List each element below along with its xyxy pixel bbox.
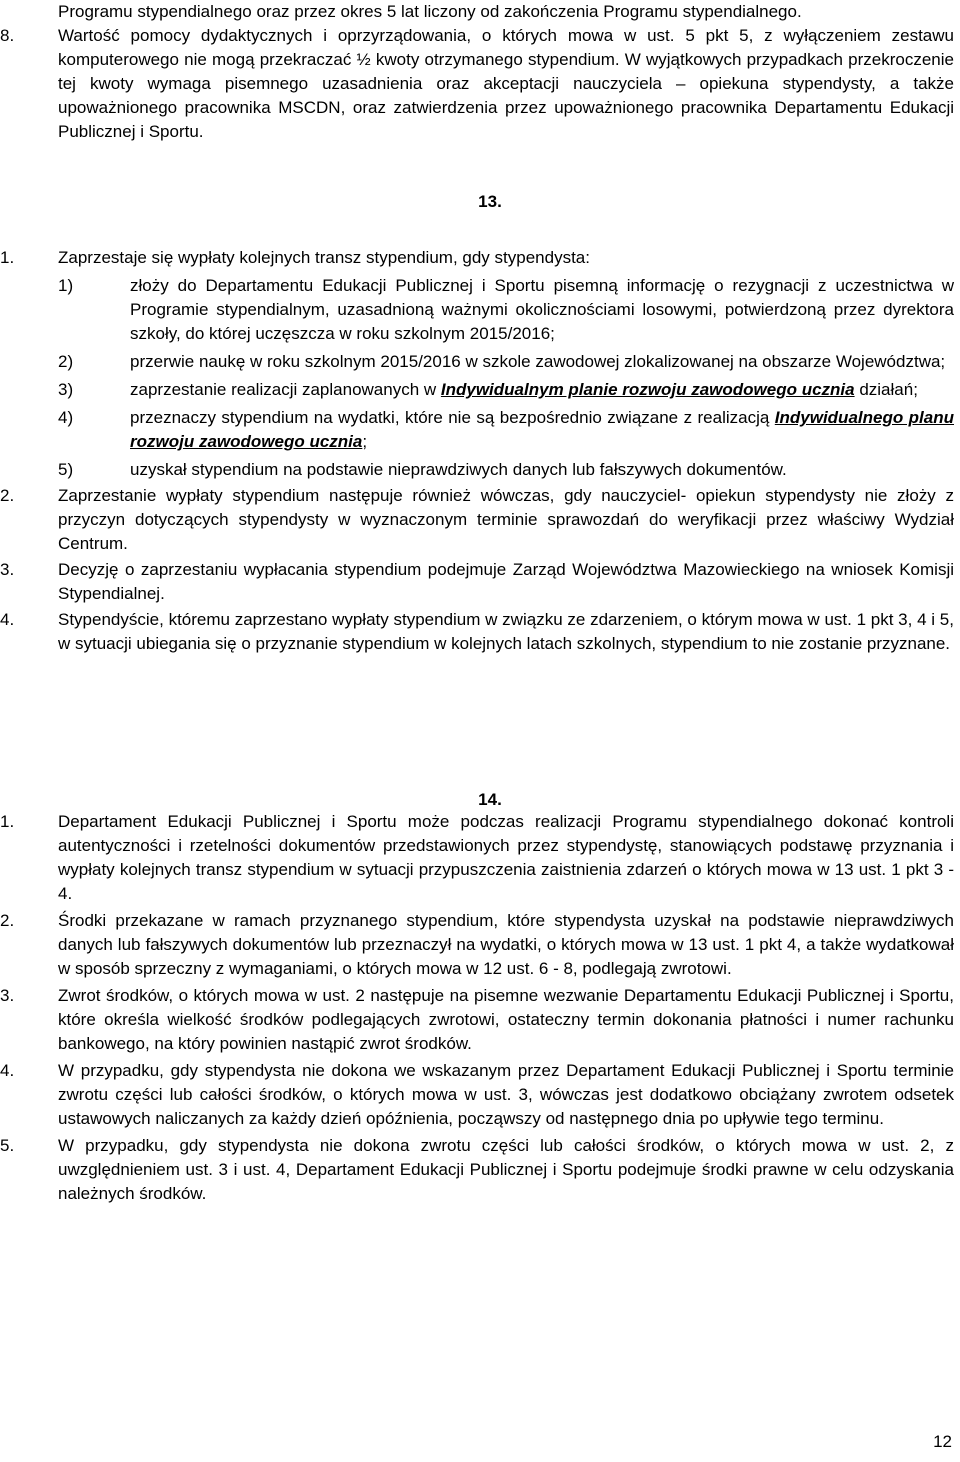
section-13-body — [0, 246, 960, 656]
item-number: 8. — [0, 26, 15, 45]
item-number: 5. — [0, 1136, 15, 1155]
emphasized-title: Indywidualnym planie rozwoju zawodowego ucznia — [440, 380, 855, 399]
item-text: Środki przekazane w ramach przyznanego stypendium, które stypendysta uzyskał na podstawie nieprawdziwych danych lub fałszywych dokumentów lub przeznaczył na wydatki, o których mowa w 13 ust. 1 pkt 4, a także wydatkował w sposób sprzeczny z wymaganiami, o których mowa w 12 ust. 6 - 8, podlegają zwrotowi. — [58, 911, 954, 978]
sub-item — [0, 458, 960, 482]
sub-item — [0, 406, 960, 454]
list-item — [0, 1134, 960, 1206]
sub-item-number: 2) — [58, 352, 74, 371]
sub-item — [0, 274, 960, 346]
item-text: Zwrot środków, o których mowa w ust. 2 następuje na pisemne wezwanie Departamentu Edukacji Publicznej i Sportu, które określa wielkość środków podlegających zwrotowi, ostateczny termin dokonania płatności i numer rachunku bankowego, na który powinien nastąpić zwrot środków. — [58, 986, 954, 1053]
item-text: Stypendyście, któremu zaprzestano wypłaty stypendium w związku ze zdarzeniem, o którym mowa w ust. 1 pkt 3, 4 i 5, w sytuacji ubiegania się o przyznanie stypendium w kolejnych latach szkolnych, stypendium to nie zostanie przyznane. — [58, 610, 954, 653]
list-item — [0, 484, 960, 556]
item-text: W przypadku, gdy stypendysta nie dokona we wskazanym przez Departament Edukacji Publicznej i Sportu terminie zwrotu części lub całości środków, o których mowa w ust. 3, wówczas jest dodatkowo obciążany zwrotem odsetek ustawowych naliczanych za każdy dzień opóźnienia, począwszy od następnego dnia po upływie tego terminu. — [58, 1061, 954, 1128]
sub-item-number: 4) — [58, 408, 74, 427]
sub-item-number: 5) — [58, 460, 74, 479]
item-number: 1. — [0, 248, 15, 267]
item-text: Zaprzestanie wypłaty stypendium następuje również wówczas, gdy nauczyciel- opiekun stypendysty nie złoży z przyczyn dotyczących stypendysty w wyznaczonym terminie sprawozdań do weryfikacji przez właściwy Wydział Centrum. — [58, 486, 954, 553]
item-text: Departament Edukacji Publicznej i Sportu może podczas realizacji Programu stypendialnego dokonać kontroli autentyczności i rzetelności dokumentów przedstawionych przez stypendystę, stanowiących podstawę przyznania i wypłaty kolejnych transz stypendium w sytuacji przypuszczenia zaistnienia zdarzeń o których mowa w 13 ust. 1 pkt 3 - 4. — [58, 812, 954, 903]
sub-item-number: 1) — [58, 276, 74, 295]
sub-item-text: zaprzestanie realizacji zaplanowanych w Indywidualnym planie rozwoju zawodowego ucznia działań; — [130, 380, 918, 399]
sub-item-text: przeznaczy stypendium na wydatki, które nie są bezpośrednio związane z realizacją Indywidualnego planu rozwoju zawodowego ucznia; — [130, 408, 954, 451]
item-number: 1. — [0, 812, 15, 831]
section-heading-14: 14. — [478, 790, 502, 809]
page-number: 12 — [933, 1432, 952, 1451]
list-item-8 — [0, 24, 960, 144]
section-heading-13: 13. — [478, 192, 502, 211]
list-item — [0, 810, 960, 906]
list-item — [0, 558, 960, 606]
item-number: 2. — [0, 911, 15, 930]
list-item — [0, 909, 960, 981]
list-item — [0, 984, 960, 1056]
emphasized-title: Indywidualnego planu rozwoju zawodowego ucznia — [130, 408, 954, 451]
item-text: W przypadku, gdy stypendysta nie dokona zwrotu części lub całości środków, o których mowa w ust. 2, z uwzględnieniem ust. 3 i ust. 4, Departament Edukacji Publicznej i Sportu podejmuje środki prawne w celu odzyskania należnych środków. — [58, 1136, 954, 1203]
item-text: Zaprzestaje się wypłaty kolejnych transz stypendium, gdy stypendysta: — [58, 248, 590, 267]
item-number: 4. — [0, 610, 15, 629]
list-item — [0, 608, 960, 656]
item-text: Wartość pomocy dydaktycznych i oprzyrządowania, o których mowa w ust. 5 pkt 5, z wyłączeniem zestawu komputerowego nie mogą przekraczać ½ kwoty otrzymanego stypendium. W wyjątkowych przypadkach przekroczenie tej kwoty wymaga pisemnego uzasadnienia oraz akceptacji nauczyciela – opiekuna stypendysty, a także upoważnionego pracownika MSCDN, oraz zatwierdzenia przez upoważnionego pracownika Departamentu Edukacji Publicznej i Sportu. — [58, 26, 954, 141]
sub-item — [0, 378, 960, 402]
sub-item-number: 3) — [58, 380, 74, 399]
item-number: 2. — [0, 486, 15, 505]
sub-item-text: przerwie naukę w roku szkolnym 2015/2016 w szkole zawodowej zlokalizowanej na obszarze Województwa; — [130, 352, 946, 371]
item-number: 4. — [0, 1061, 15, 1080]
item-text: Decyzję o zaprzestaniu wypłacania stypendium podejmuje Zarząd Województwa Mazowieckiego na wniosek Komisji Stypendialnej. — [58, 560, 954, 603]
list-item — [0, 246, 960, 270]
item-number: 3. — [0, 986, 15, 1005]
top-fragment: Programu stypendialnego oraz przez okres 5 lat liczony od zakończenia Programu stypendialnego. — [58, 2, 802, 21]
sub-item-text: uzyskał stypendium na podstawie nieprawdziwych danych lub fałszywych dokumentów. — [130, 460, 787, 479]
sub-item — [0, 350, 960, 374]
item-number: 3. — [0, 560, 15, 579]
section-14-body — [0, 810, 960, 1206]
sub-item-text: złoży do Departamentu Edukacji Publicznej i Sportu pisemną informację o rezygnacji z uczestnictwa w Programie stypendialnym, uzasadnioną ważnymi okolicznościami losowymi, potwierdzoną przez dyrektora szkoły, do której uczęszcza w roku szkolnym 2015/2016; — [130, 276, 954, 343]
list-item — [0, 1059, 960, 1131]
